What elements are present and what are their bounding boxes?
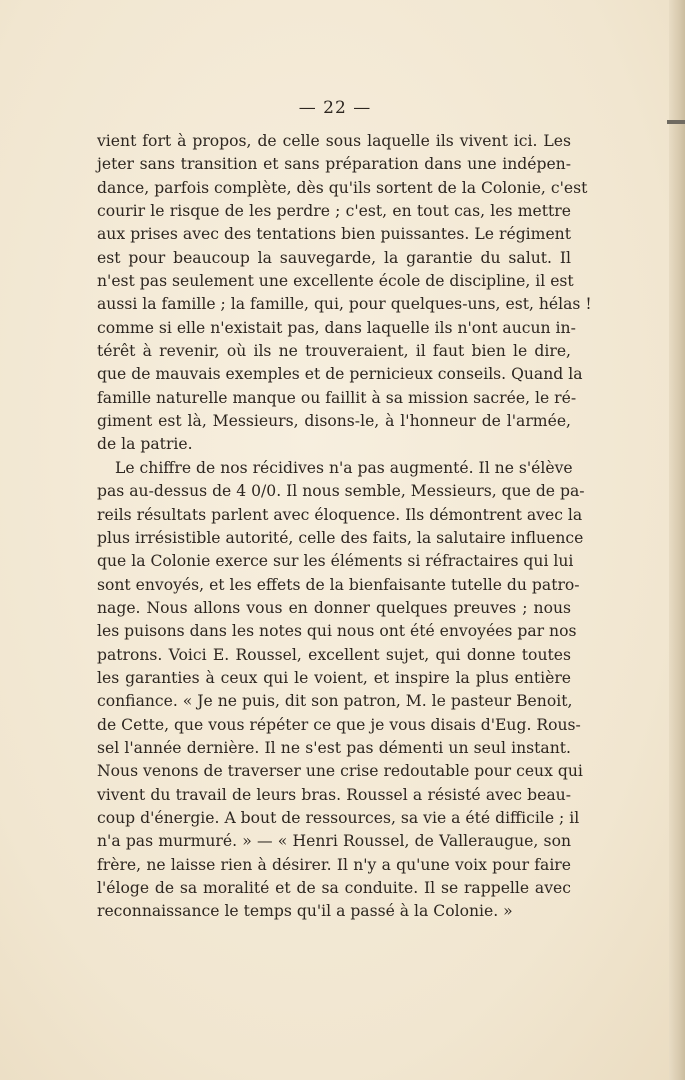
- text-line: de Cette, que vous répéter ce que je vous disais d'Eug. Rous-: [97, 715, 581, 734]
- text-line: comme si elle n'existait pas, dans laquelle ils n'ont aucun in-: [97, 318, 576, 337]
- text-line: Le chiffre de nos récidives n'a pas augmenté. Il ne s'élève: [115, 458, 573, 477]
- text-line: patrons. Voici E. Roussel, excellent sujet, qui donne toutes: [97, 645, 571, 664]
- paragraph-2: [97, 457, 585, 924]
- text-line: vivent du travail de leurs bras. Roussel a résisté avec beau-: [97, 785, 571, 804]
- text-line: l'éloge de sa moralité et de sa conduite. Il se rappelle avec: [97, 879, 571, 897]
- text-line: les garanties à ceux qui le voient, et inspire la plus entière: [97, 668, 571, 687]
- text-line: famille naturelle manque ou faillit à sa mission sacrée, le ré-: [97, 388, 577, 407]
- text-line: nage. Nous allons vous en donner quelques preuves ; nous: [97, 598, 571, 617]
- text-line: frère, ne laisse rien à désirer. Il n'y a qu'une voix pour faire: [97, 855, 571, 874]
- body-text: [97, 130, 592, 924]
- text-line: sont envoyés, et les effets de la bienfaisante tutelle du patro-: [97, 575, 580, 594]
- text-line: confiance. « Je ne puis, dit son patron, M. le pasteur Benoit,: [97, 692, 573, 711]
- text-line: que la Colonie exerce sur les éléments si réfractaires qui lui: [97, 552, 574, 571]
- text-line: térêt à revenir, où ils ne trouveraient, il faut bien le dire,: [97, 342, 571, 361]
- text-line: pas au-dessus de 4 0/0. Il nous semble, Messieurs, que de pa-: [97, 482, 585, 501]
- text-line: est pour beaucoup la sauvegarde, la garantie du salut. Il: [97, 248, 571, 267]
- paragraph-1: [97, 130, 592, 457]
- page-number: — 22 —: [298, 98, 372, 118]
- text-line: que de mauvais exemples et de pernicieux conseils. Quand la: [97, 365, 583, 384]
- text-line: giment est là, Messieurs, disons-le, à l'honneur de l'armée,: [97, 412, 571, 431]
- text-line: les puisons dans les notes qui nous ont été envoyées par nos: [97, 622, 577, 641]
- text-line: dance, parfois complète, dès qu'ils sortent de la Colonie, c'est: [97, 178, 588, 197]
- edge-mark: [667, 120, 685, 124]
- text-line: sel l'année dernière. Il ne s'est pas démenti un seul instant.: [97, 738, 571, 757]
- page-edge: [669, 0, 685, 1080]
- text-line: reils résultats parlent avec éloquence. Ils démontrent avec la: [97, 505, 583, 524]
- text-line: reconnaissance le temps qu'il a passé à la Colonie. »: [97, 902, 513, 921]
- text-line: courir le risque de les perdre ; c'est, en tout cas, les mettre: [97, 202, 571, 221]
- text-line: n'a pas murmuré. » — « Henri Roussel, de Valleraugue, son: [97, 832, 571, 851]
- text-line: plus irrésistible autorité, celle des faits, la salutaire influence: [97, 528, 584, 547]
- text-line: coup d'énergie. A bout de ressources, sa vie a été difficile ; il: [97, 808, 580, 827]
- text-line: Nous venons de traverser une crise redoutable pour ceux qui: [97, 762, 583, 781]
- text-line: n'est pas seulement une excellente école de discipline, il est: [97, 272, 574, 291]
- text-line: jeter sans transition et sans préparation dans une indépen-: [97, 155, 571, 174]
- text-line: vient fort à propos, de celle sous laquelle ils vivent ici. Les: [97, 132, 571, 150]
- text-line: de la patrie.: [97, 435, 193, 454]
- text-line: aussi la famille ; la famille, qui, pour quelques-uns, est, hélas !: [97, 295, 592, 314]
- text-line: aux prises avec des tentations bien puissantes. Le régiment: [97, 225, 571, 244]
